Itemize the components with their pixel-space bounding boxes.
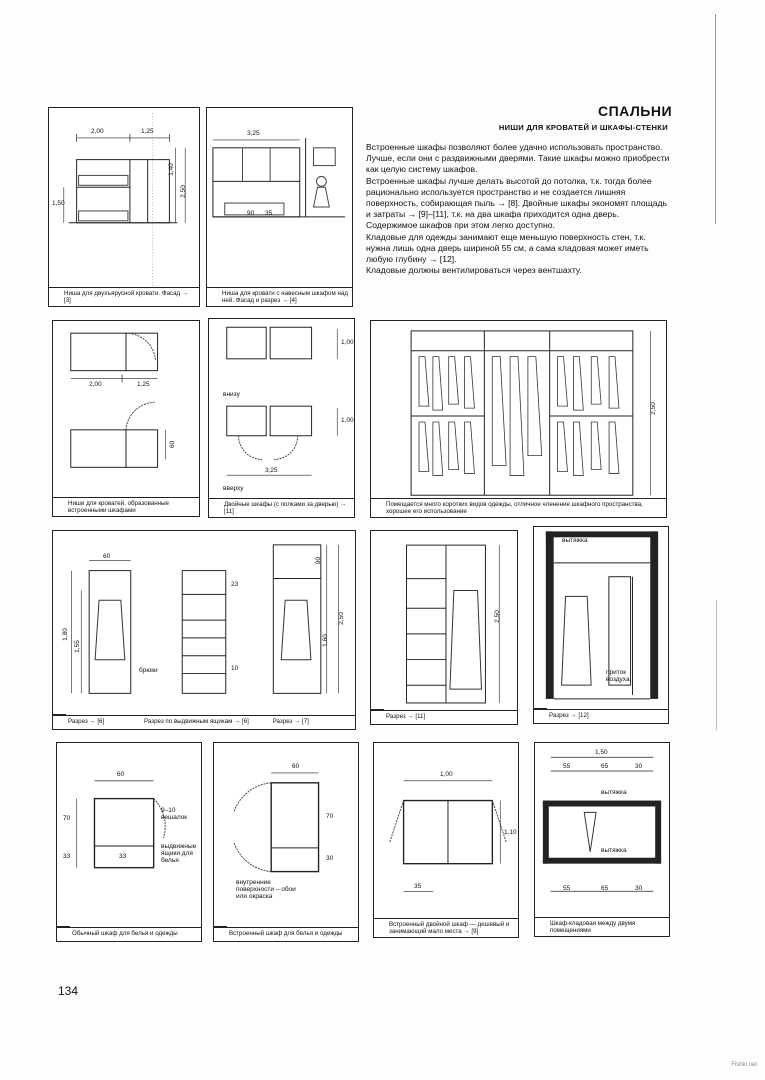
figure-5-drawing bbox=[53, 531, 355, 729]
drawing-label: 9–10 вешалок bbox=[161, 807, 188, 821]
drawing-label: вытяжка bbox=[562, 537, 588, 544]
dimension-label: 60 bbox=[169, 440, 177, 449]
body-paragraph: Встроенные шкафы лучше делать высотой до потолка, т.к. тогда более рационально используется пространство и не создается лишняя поверхность, собирающая пыль → [8]. Двойные шкафы экономят площадь и затраты → [9]–[11], т.к. на два шкафа приходится одна дверь. Содержимое шкафов при этом легко доступно. bbox=[366, 175, 668, 231]
figure-4 bbox=[208, 318, 355, 518]
dimension-label: 35 bbox=[414, 883, 422, 890]
dimension-label: 35 bbox=[265, 210, 273, 217]
dimension-label: 1,25 bbox=[141, 128, 154, 135]
dimension-label: 70 bbox=[63, 815, 71, 822]
body-paragraph: Встроенные шкафы позволяют более удачно использовать пространство. Лучше, если они с раздвижными дверями. Такие шкафы можно приобрести как целую систему шкафов. bbox=[366, 142, 670, 175]
figure-8-drawing bbox=[371, 321, 666, 517]
dimension-label: 70 bbox=[326, 813, 334, 820]
drawing-label: приток воздуха bbox=[606, 669, 630, 683]
figure-3-drawing bbox=[53, 321, 199, 516]
dimension-label: 1,50 bbox=[595, 749, 608, 756]
figure-7 bbox=[213, 742, 359, 942]
dimension-label: 1,60 bbox=[321, 634, 329, 647]
dimension-label: 1,55 bbox=[73, 640, 81, 653]
figure-caption: Шкаф-кладовая между двумя помещениями bbox=[535, 917, 669, 936]
figure-2-drawing bbox=[207, 108, 352, 306]
dimension-label: 1,00 bbox=[341, 417, 354, 424]
dimension-label: 60 bbox=[117, 771, 125, 778]
figure-caption: Двойные шкафы (с полками за дверью) → [11] bbox=[209, 498, 354, 517]
caption-part: Разрез по выдвижным ящикам → [6] bbox=[143, 718, 249, 725]
dimension-label: 2,00 bbox=[91, 128, 104, 135]
dimension-label: 33 bbox=[63, 853, 71, 860]
dimension-label: 2,50 bbox=[649, 402, 657, 415]
figure-caption: Обычный шкаф для белья и одежды bbox=[57, 927, 201, 941]
dimension-label: 55 bbox=[563, 763, 571, 770]
dimension-label: 2,50 bbox=[179, 185, 187, 198]
figure-caption: Встроенный шкаф для белья и одежды bbox=[214, 927, 358, 941]
figure-caption bbox=[53, 715, 355, 729]
watermark-text: Fishki.net bbox=[731, 1062, 757, 1068]
figure-caption: Ниша для кровати с навесным шкафом над ней. Фасад и разрез → [4] bbox=[207, 287, 352, 306]
figure-caption: Встроенный двойной шкаф — дешевый и занимающий мало места → [9] bbox=[374, 918, 518, 937]
caption-part: Разрез → [7] bbox=[272, 718, 309, 725]
dimension-label: 1,40 bbox=[167, 163, 175, 176]
figure-caption: Разрез → [11] bbox=[371, 710, 517, 724]
dimension-label: 33 bbox=[119, 853, 127, 860]
figure-2 bbox=[206, 107, 353, 307]
drawing-label: брюки bbox=[139, 667, 158, 674]
dimension-label: 23 bbox=[231, 581, 239, 588]
dimension-label: 30 bbox=[635, 885, 643, 892]
dimension-label: 60 bbox=[292, 763, 300, 770]
dimension-label: 1,50 bbox=[52, 200, 65, 207]
dimension-label: 3,25 bbox=[265, 467, 278, 474]
dimension-label: 1,80 bbox=[61, 628, 69, 641]
dimension-label: 30 bbox=[635, 763, 643, 770]
dimension-label: 10 bbox=[231, 665, 239, 672]
dimension-label: 90 bbox=[247, 210, 255, 217]
figure-1 bbox=[48, 107, 200, 307]
figure-caption: Ниша для двухъярусной кровати. Фасад → [3] bbox=[49, 287, 199, 306]
figure-6 bbox=[56, 742, 202, 942]
dimension-label: 2,50 bbox=[337, 612, 345, 625]
figure-7-drawing bbox=[214, 743, 358, 941]
body-paragraph: Кладовые для одежды занимают еще меньшую поверхность стен, т.к. нужна лишь одна дверь шириной 55 см, а сама кладовая может иметь любую глубину → [12]. bbox=[366, 231, 649, 265]
page-heading: СПАЛЬНИ bbox=[598, 103, 673, 119]
dimension-label: 55 bbox=[563, 885, 571, 892]
figure-caption: Разрез → [12] bbox=[534, 709, 668, 723]
figure-caption: Помещается много коротких видов одежды, отличное членение шкафного пространства, хорошее его использование bbox=[371, 498, 666, 517]
body-text bbox=[366, 142, 670, 276]
dimension-label: 60 bbox=[103, 553, 111, 560]
dimension-label: 1,00 bbox=[341, 339, 354, 346]
dimension-label: 90 bbox=[315, 556, 323, 565]
figure-12-drawing bbox=[535, 743, 669, 936]
page-number: 134 bbox=[58, 984, 79, 998]
dimension-label: 65 bbox=[601, 885, 609, 892]
figure-9-drawing bbox=[371, 531, 517, 724]
drawing-label: внизу bbox=[223, 391, 240, 398]
figure-6-drawing bbox=[57, 743, 201, 941]
figure-caption: Ниши для кроватей, образованные встроенными шкафами bbox=[53, 497, 199, 516]
page-edge-line bbox=[715, 14, 716, 224]
drawing-label: внутренние поверхности – обои или окраска bbox=[236, 879, 296, 900]
figure-8 bbox=[370, 320, 667, 518]
drawing-label: вытяжка bbox=[601, 847, 627, 854]
figure-5 bbox=[52, 530, 356, 730]
dimension-label: 1,00 bbox=[440, 771, 453, 778]
page-edge-line bbox=[716, 600, 717, 730]
page-subheading: НИШИ ДЛЯ КРОВАТЕЙ И ШКАФЫ-СТЕНКИ bbox=[498, 123, 668, 132]
figure-1-drawing bbox=[49, 108, 199, 306]
dimension-label: 3,25 bbox=[247, 130, 260, 137]
caption-part: Разрез → [6] bbox=[68, 718, 105, 725]
figure-9 bbox=[370, 530, 518, 725]
drawing-label: вытяжка bbox=[601, 789, 627, 796]
figure-11 bbox=[373, 742, 519, 938]
body-paragraph: Кладовые должны вентилироваться через вентшахту. bbox=[366, 265, 582, 276]
figure-10-drawing bbox=[534, 527, 668, 723]
dimension-label: 1,25 bbox=[137, 381, 150, 388]
dimension-label: 2,50 bbox=[493, 610, 501, 623]
dimension-label: 1,10 bbox=[504, 829, 517, 836]
figure-3 bbox=[52, 320, 200, 517]
dimension-label: 30 bbox=[326, 855, 334, 862]
drawing-label: выдвижные ящики для белья bbox=[161, 843, 197, 864]
dimension-label: 65 bbox=[601, 763, 609, 770]
drawing-label: вверху bbox=[223, 485, 244, 492]
figure-12 bbox=[534, 742, 670, 937]
dimension-label: 2,00 bbox=[89, 381, 102, 388]
figure-10 bbox=[533, 526, 669, 724]
